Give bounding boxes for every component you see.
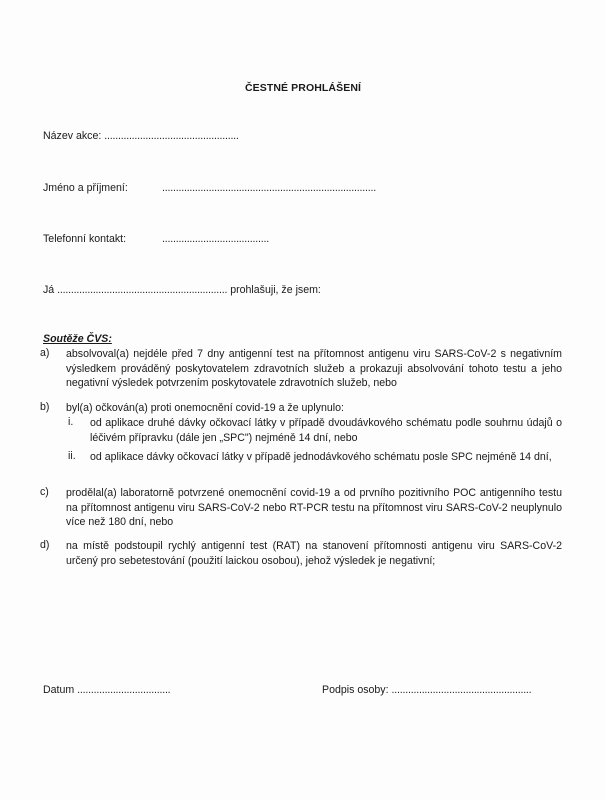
full-name-label: Jméno a příjmení: xyxy=(43,182,128,194)
list-item-text: prodělal(a) laboratorně potvrzené onemocnění covid-19 a od prvního pozitivního POC antigenního testu na přítomnost antigenu viru SARS-CoV-2 nebo RT-PCR testu na přítomnost viru SARS-CoV-2 neuplynulo více než 180 dní, nebo xyxy=(66,487,562,528)
signature-label: Podpis osoby: xyxy=(322,684,389,696)
signature-blank[interactable]: ................................................... xyxy=(391,684,532,696)
event-name-blank[interactable]: ................................................. xyxy=(104,130,239,142)
event-name-label: Název akce: xyxy=(43,130,102,142)
section-title: Soutěže ČVS: xyxy=(43,333,112,345)
list-item-text: na místě podstoupil rychlý antigenní test (RAT) na stanovení přítomnosti antigenu viru SARS-CoV-2 určený pro sebetestování (použití laickou osobou), jehož výsledek je negativní; xyxy=(66,540,562,567)
event-name-field xyxy=(43,130,239,142)
sub-list-item-marker: ii. xyxy=(68,450,76,462)
sub-list-item-text: od aplikace dávky očkovací látky v případě jednodávkového schématu posle SPC nejméně 14 dní, xyxy=(90,451,552,463)
signature-field xyxy=(322,684,531,696)
list-item-marker: d) xyxy=(40,539,50,551)
list-item-marker: b) xyxy=(40,401,50,413)
declaration-name-blank[interactable]: .............................................................. xyxy=(57,284,228,296)
date-blank[interactable]: .................................. xyxy=(77,684,171,696)
declaration-prefix: Já xyxy=(43,284,55,296)
list-item-text: absolvoval(a) nejdéle před 7 dny antigenní test na přítomnost antigenu viru SARS-CoV-2 s negativním výsledkem prováděný poskytovatelem zdravotních služeb a prokazuji absolvování tohoto testu a jeho negativní výsledek potvrzením poskytovatele zdravotních služeb, nebo xyxy=(66,348,562,389)
declaration-line xyxy=(43,284,321,296)
sub-list-item-text: od aplikace druhé dávky očkovací látky v případě dvoudávkového schématu podle souhrnu údajů o léčivém přípravku (dále jen „SPC") nejméně 14 dní, nebo xyxy=(90,417,562,444)
date-label: Datum xyxy=(43,684,75,696)
document-title: ČESTNÉ PROHLÁŠENÍ xyxy=(244,82,362,94)
phone-contact-label: Telefonní kontakt: xyxy=(43,233,127,245)
date-field xyxy=(43,684,170,696)
full-name-blank[interactable]: .............................................................................. xyxy=(162,182,376,194)
list-item-text: byl(a) očkován(a) proti onemocnění covid-19 a že uplynulo: xyxy=(66,402,344,414)
list-item-marker: a) xyxy=(40,347,50,359)
list-item-marker: c) xyxy=(40,486,49,498)
sub-list-item-marker: i. xyxy=(68,416,74,428)
declaration-suffix: prohlašuji, že jsem: xyxy=(230,284,321,296)
phone-contact-blank[interactable]: ....................................... xyxy=(162,233,269,245)
